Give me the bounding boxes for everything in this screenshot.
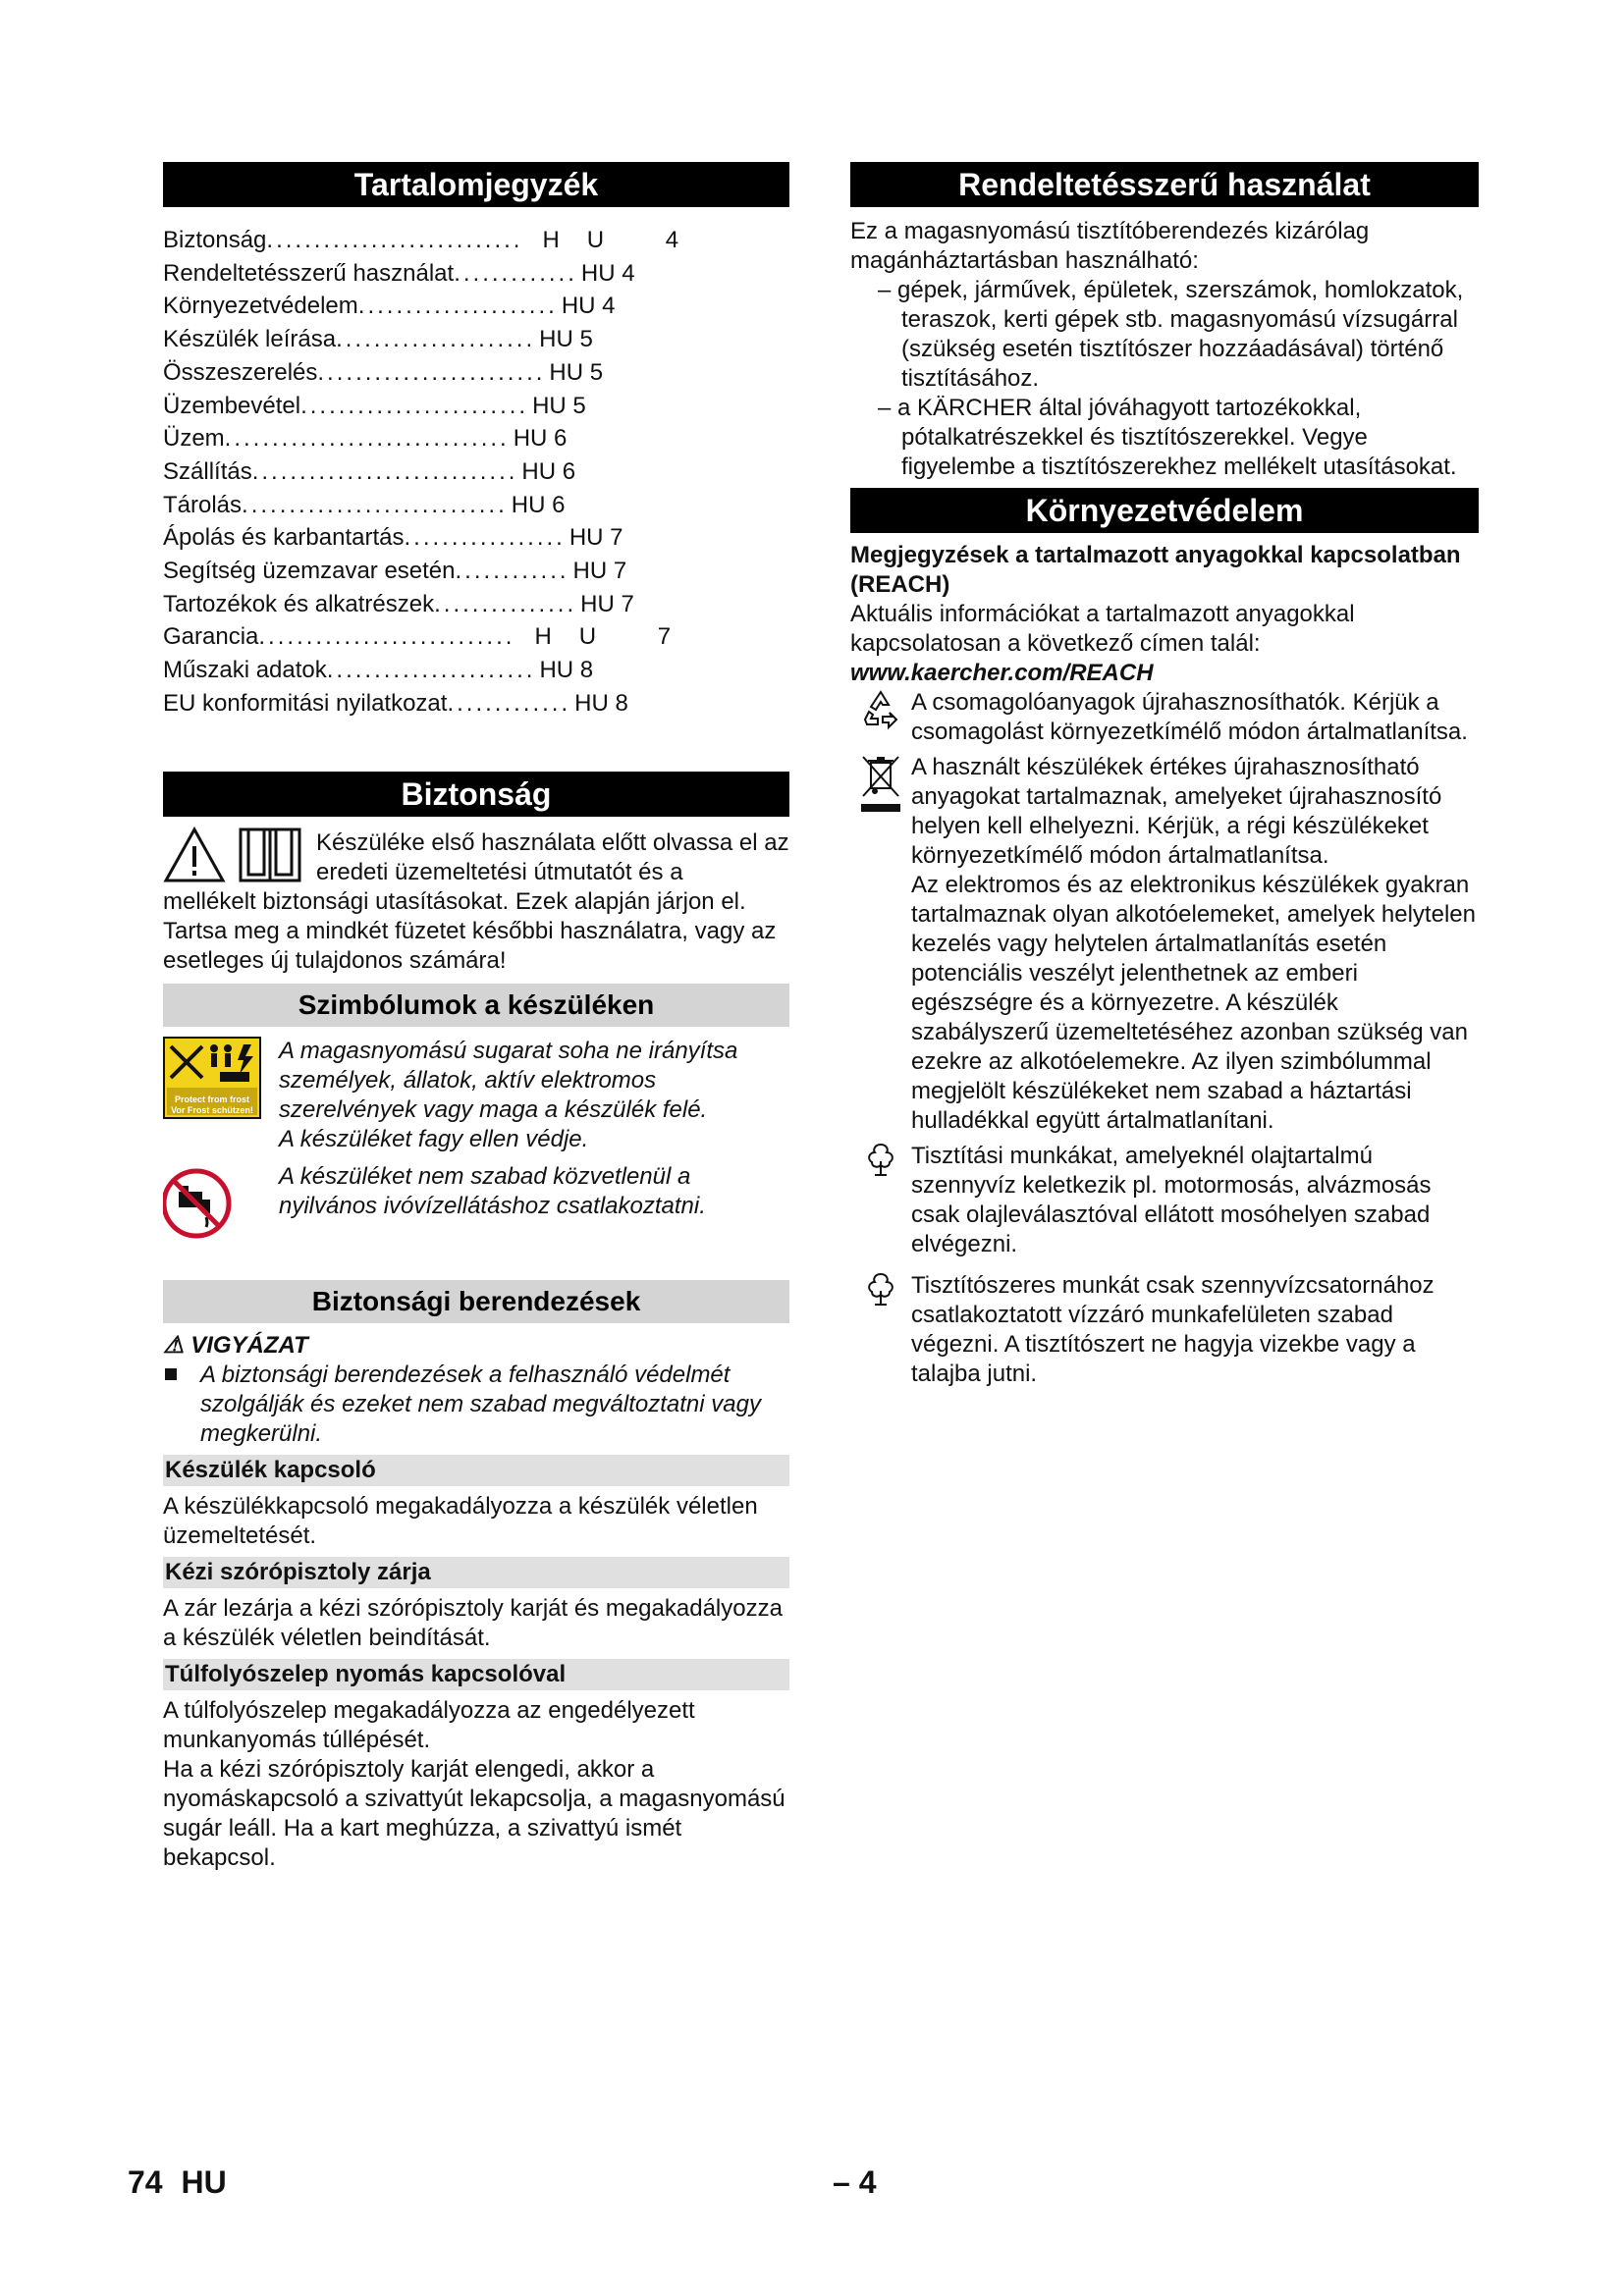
toc-list [163, 224, 789, 721]
toc-item [163, 654, 789, 687]
toc-item [163, 455, 789, 489]
toc-heading: Tartalomjegyzék [163, 162, 789, 207]
toc-item [163, 323, 789, 356]
jet-frost-warning-icon [163, 1037, 261, 1124]
symbols-heading: Szimbólumok a készüléken [163, 984, 789, 1027]
overflow-valve-text2: Ha a kézi szórópisztoly karját elengedi, akkor a nyomáskapcsoló a szivattyút lekapcsolja, a magasnyomású sugár leáll. Ha a kart meghúzza, a szivattyú ismét bekapcsol. [163, 1755, 785, 1871]
toc-item [163, 489, 789, 522]
caution-line [163, 1331, 789, 1361]
overflow-valve-text1: A túlfolyószelep megakadályozza az engedélyezett munkanyomás túllépését. [163, 1696, 695, 1753]
oil-text: Tisztítási munkákat, amelyeknél olajtartalmú szennyvíz keletkezik pl. motormosás, alvázmosás csak olajleválasztóval ellátott mosóhelyen szabad elvégezni. [911, 1143, 1432, 1257]
manual-book-icon [238, 827, 302, 883]
toc-item-page: HU 6 [521, 457, 576, 485]
caution-text: A biztonsági berendezések a felhasználó védelmét szolgálják és ezeket nem szabad megváltoztatni vagy megkerülni. [200, 1361, 761, 1447]
caution-label: VIGYÁZAT [190, 1331, 308, 1359]
toc-item-label: Tartozékok és alkatrészek [163, 590, 435, 617]
toc-item-leader: ........................ [317, 358, 546, 386]
toc-item-leader: ............. [447, 689, 571, 717]
toc-item [163, 290, 789, 323]
toc-item-label: Szállítás [163, 457, 252, 485]
device-switch-heading: Készülék kapcsoló [163, 1455, 789, 1486]
toc-item-leader: ............................ [251, 457, 518, 485]
toc-item-label: Összeszerelés [163, 358, 318, 386]
toc-item-label: Készülék leírása [163, 326, 337, 353]
toc-item-page: HU 5 [539, 326, 593, 353]
right-column [850, 162, 1479, 1389]
environment-heading: Környezetvédelem [850, 488, 1479, 533]
toc-item-label: Tárolás [163, 491, 243, 518]
toc-item-label: Biztonság [163, 227, 267, 253]
detergent-text: Tisztítószeres munkát csak szennyvízcsatornához csatlakoztatott vízzáró munkafelületen szabad végezni. A tisztítószert ne hagyja vizekbe vagy a talajba jutni. [911, 1272, 1435, 1387]
symbol1-frost-text: A készüléket fagy ellen védje. [279, 1125, 589, 1152]
toc-item-leader: ............................ [242, 491, 508, 518]
toc-item-page: HU 5 [549, 358, 604, 386]
symbol1-text: A magasnyomású sugarat soha ne irányítsa személyek, állatok, aktív elektromos szerelvények vagy maga a készülék felé. [279, 1037, 738, 1123]
protect-frost-label: Protect from frost [174, 1094, 249, 1104]
caution-triangle-icon: ⚠ [163, 1331, 185, 1359]
toc-item-label: Műszaki adatok [163, 657, 327, 684]
square-bullet-icon [165, 1368, 177, 1380]
reach-text: Aktuális információkat a tartalmazott anyagokkal kapcsolatosan a következő címen talál: [850, 601, 1355, 657]
reach-heading: Megjegyzések a tartalmazott anyagokkal kapcsolatban (REACH) [850, 542, 1461, 598]
crossed-bin-icon [859, 753, 902, 814]
toc-item-page: HU 6 [513, 425, 568, 453]
toc-item-label: Környezetvédelem [163, 293, 358, 320]
footer-language: HU [181, 2164, 227, 2200]
toc-item-page: HU 4 [542, 227, 707, 253]
toc-item [163, 390, 789, 423]
toc-item-label: Üzembevétel [163, 392, 301, 419]
gun-lock-heading: Kézi szórópisztoly zárja [163, 1557, 789, 1588]
toc-item-page: HU 7 [580, 590, 634, 617]
toc-item-page: HU 7 [534, 623, 699, 651]
oil-note [850, 1142, 1479, 1259]
toc-item-leader: ..................... [336, 326, 536, 353]
toc-item-leader: ...................... [326, 657, 536, 684]
toc-item [163, 521, 789, 555]
symbol2-text: A készüléket nem szabad közvetlenül a nyilvános ivóvízellátáshoz csatlakoztatni. [279, 1162, 706, 1219]
overflow-valve-heading: Túlfolyószelep nyomás kapcsolóval [163, 1659, 789, 1690]
toc-item-page: HU 8 [574, 689, 628, 717]
toc-item-leader: ..................... [357, 293, 558, 320]
toc-item [163, 356, 789, 390]
toc-item-leader: ............... [434, 590, 577, 617]
environment-tree-icon [863, 1142, 898, 1177]
toc-item [163, 422, 789, 455]
toc-item-leader: ........................... [258, 623, 515, 651]
detergent-note [850, 1271, 1479, 1389]
weee-text-1: A használt készülékek értékes újrahasznosítható anyagokat tartalmaznak, amelyeket újrahasznosító helyen kell elhelyezni. Kérjük, a régi készülékeket környezetkímélő módon ártalmatlanítsa. [911, 754, 1442, 869]
toc-item-page: HU 6 [511, 491, 566, 518]
toc-item-leader: ............ [455, 558, 569, 585]
usage-intro: Ez a magasnyomású tisztítóberendezés kizárólag magánháztartásban használható: [850, 218, 1370, 274]
toc-item-leader: ........................ [300, 392, 529, 419]
usage-item-1: – gépek, járművek, épületek, szerszámok, homlokzatok, teraszok, kerti gépek stb. magasnyomású vízsugárral (szükség esetén tisztítószer hozzáadásával) történő tisztításához. [878, 277, 1464, 392]
environment-tree-icon [863, 1271, 898, 1307]
safety-intro-first: Készüléke első használata előtt olvassa el az eredeti üzemeltetési útmutatót és a [316, 828, 789, 885]
recycle-icon [859, 688, 902, 731]
symbol-jet-frost [163, 1037, 789, 1154]
toc-item [163, 687, 789, 721]
caution-item [163, 1361, 789, 1449]
safety-intro [163, 827, 789, 887]
toc-item-leader: ............. [454, 259, 577, 287]
toc-item-page: HU 8 [539, 657, 594, 684]
toc-item-leader: ................. [404, 524, 566, 552]
toc-item [163, 588, 789, 621]
weee-note [850, 753, 1479, 1136]
toc-item [163, 620, 789, 654]
recycle-note [850, 688, 1479, 747]
footer-page-id [128, 2164, 227, 2201]
no-drinking-water-icon [163, 1162, 261, 1241]
symbol-drinking-water [163, 1162, 789, 1241]
footer-section-page: – 4 [833, 2164, 877, 2200]
reach-url: www.kaercher.com/REACH [850, 660, 1154, 686]
toc-item [163, 257, 789, 291]
usage-heading: Rendeltetésszerű használat [850, 162, 1479, 207]
left-column [163, 162, 789, 1873]
vor-frost-label: Vor Frost schützen! [171, 1104, 253, 1115]
toc-item-label: Rendeltetésszerű használat [163, 259, 455, 287]
toc-item-label: Segítség üzemzavar esetén [163, 558, 456, 585]
safety-devices-heading: Biztonsági berendezések [163, 1280, 789, 1323]
toc-item-page: HU 4 [561, 293, 616, 320]
toc-item-label: Üzem [163, 425, 225, 453]
toc-item-leader: .............................. [224, 425, 510, 453]
toc-item-page: HU 5 [532, 392, 586, 419]
toc-item-label: Garancia [163, 623, 259, 651]
recycle-text: A csomagolóanyagok újrahasznosíthatók. Kérjük a csomagolást környezetkímélő módon ártalmatlanítsa. [911, 689, 1468, 745]
footer-page-number: 74 [128, 2164, 163, 2200]
device-switch-text: A készülékkapcsoló megakadályozza a készülék véletlen üzemeltetését. [163, 1492, 758, 1549]
safety-intro-rest: mellékelt biztonsági utasításokat. Ezek alapján járjon el. Tartsa meg a mindkét füzetet későbbi használatra, vagy az esetleges új tulajdonos számára! [163, 887, 777, 974]
toc-item-leader: ........................... [266, 227, 523, 253]
weee-text-2: Az elektromos és az elektronikus készülékek gyakran tartalmaznak olyan alkotóelemeket, amelyek helytelen kezelés vagy helytelen ártalmatlanítás esetén potenciális veszélyt jelenthetnek az emberi egészségre és a környezetre. A készülék szabályszerű üzemeltetéséhez azonban szükség van ezekre az alkotóelemekre. Az ilyen szimbólummal megjelölt készülékeket nem szabad a háztartási hulladékkal együtt ártalmatlanítani. [911, 872, 1476, 1134]
gun-lock-text: A zár lezárja a kézi szórópisztoly karját és megakadályozza a készülék véletlen beindítását. [163, 1594, 783, 1651]
toc-item [163, 224, 789, 257]
toc-item-label: EU konformitási nyilatkozat [163, 689, 448, 717]
warning-triangle-icon [163, 827, 226, 883]
toc-item-page: HU 7 [568, 524, 623, 552]
toc-item-page: HU 7 [572, 558, 627, 585]
safety-heading: Biztonság [163, 772, 789, 817]
toc-item-page: HU 4 [580, 259, 635, 287]
usage-item-2: – a KÄRCHER által jóváhagyott tartozékokkal, pótalkatrészekkel és tisztítószerekkel. Vegye figyelembe a tisztítószerekhez mellékelt utasításokat. [878, 395, 1457, 480]
toc-item-label: Ápolás és karbantartás [163, 524, 405, 552]
toc-item [163, 555, 789, 588]
